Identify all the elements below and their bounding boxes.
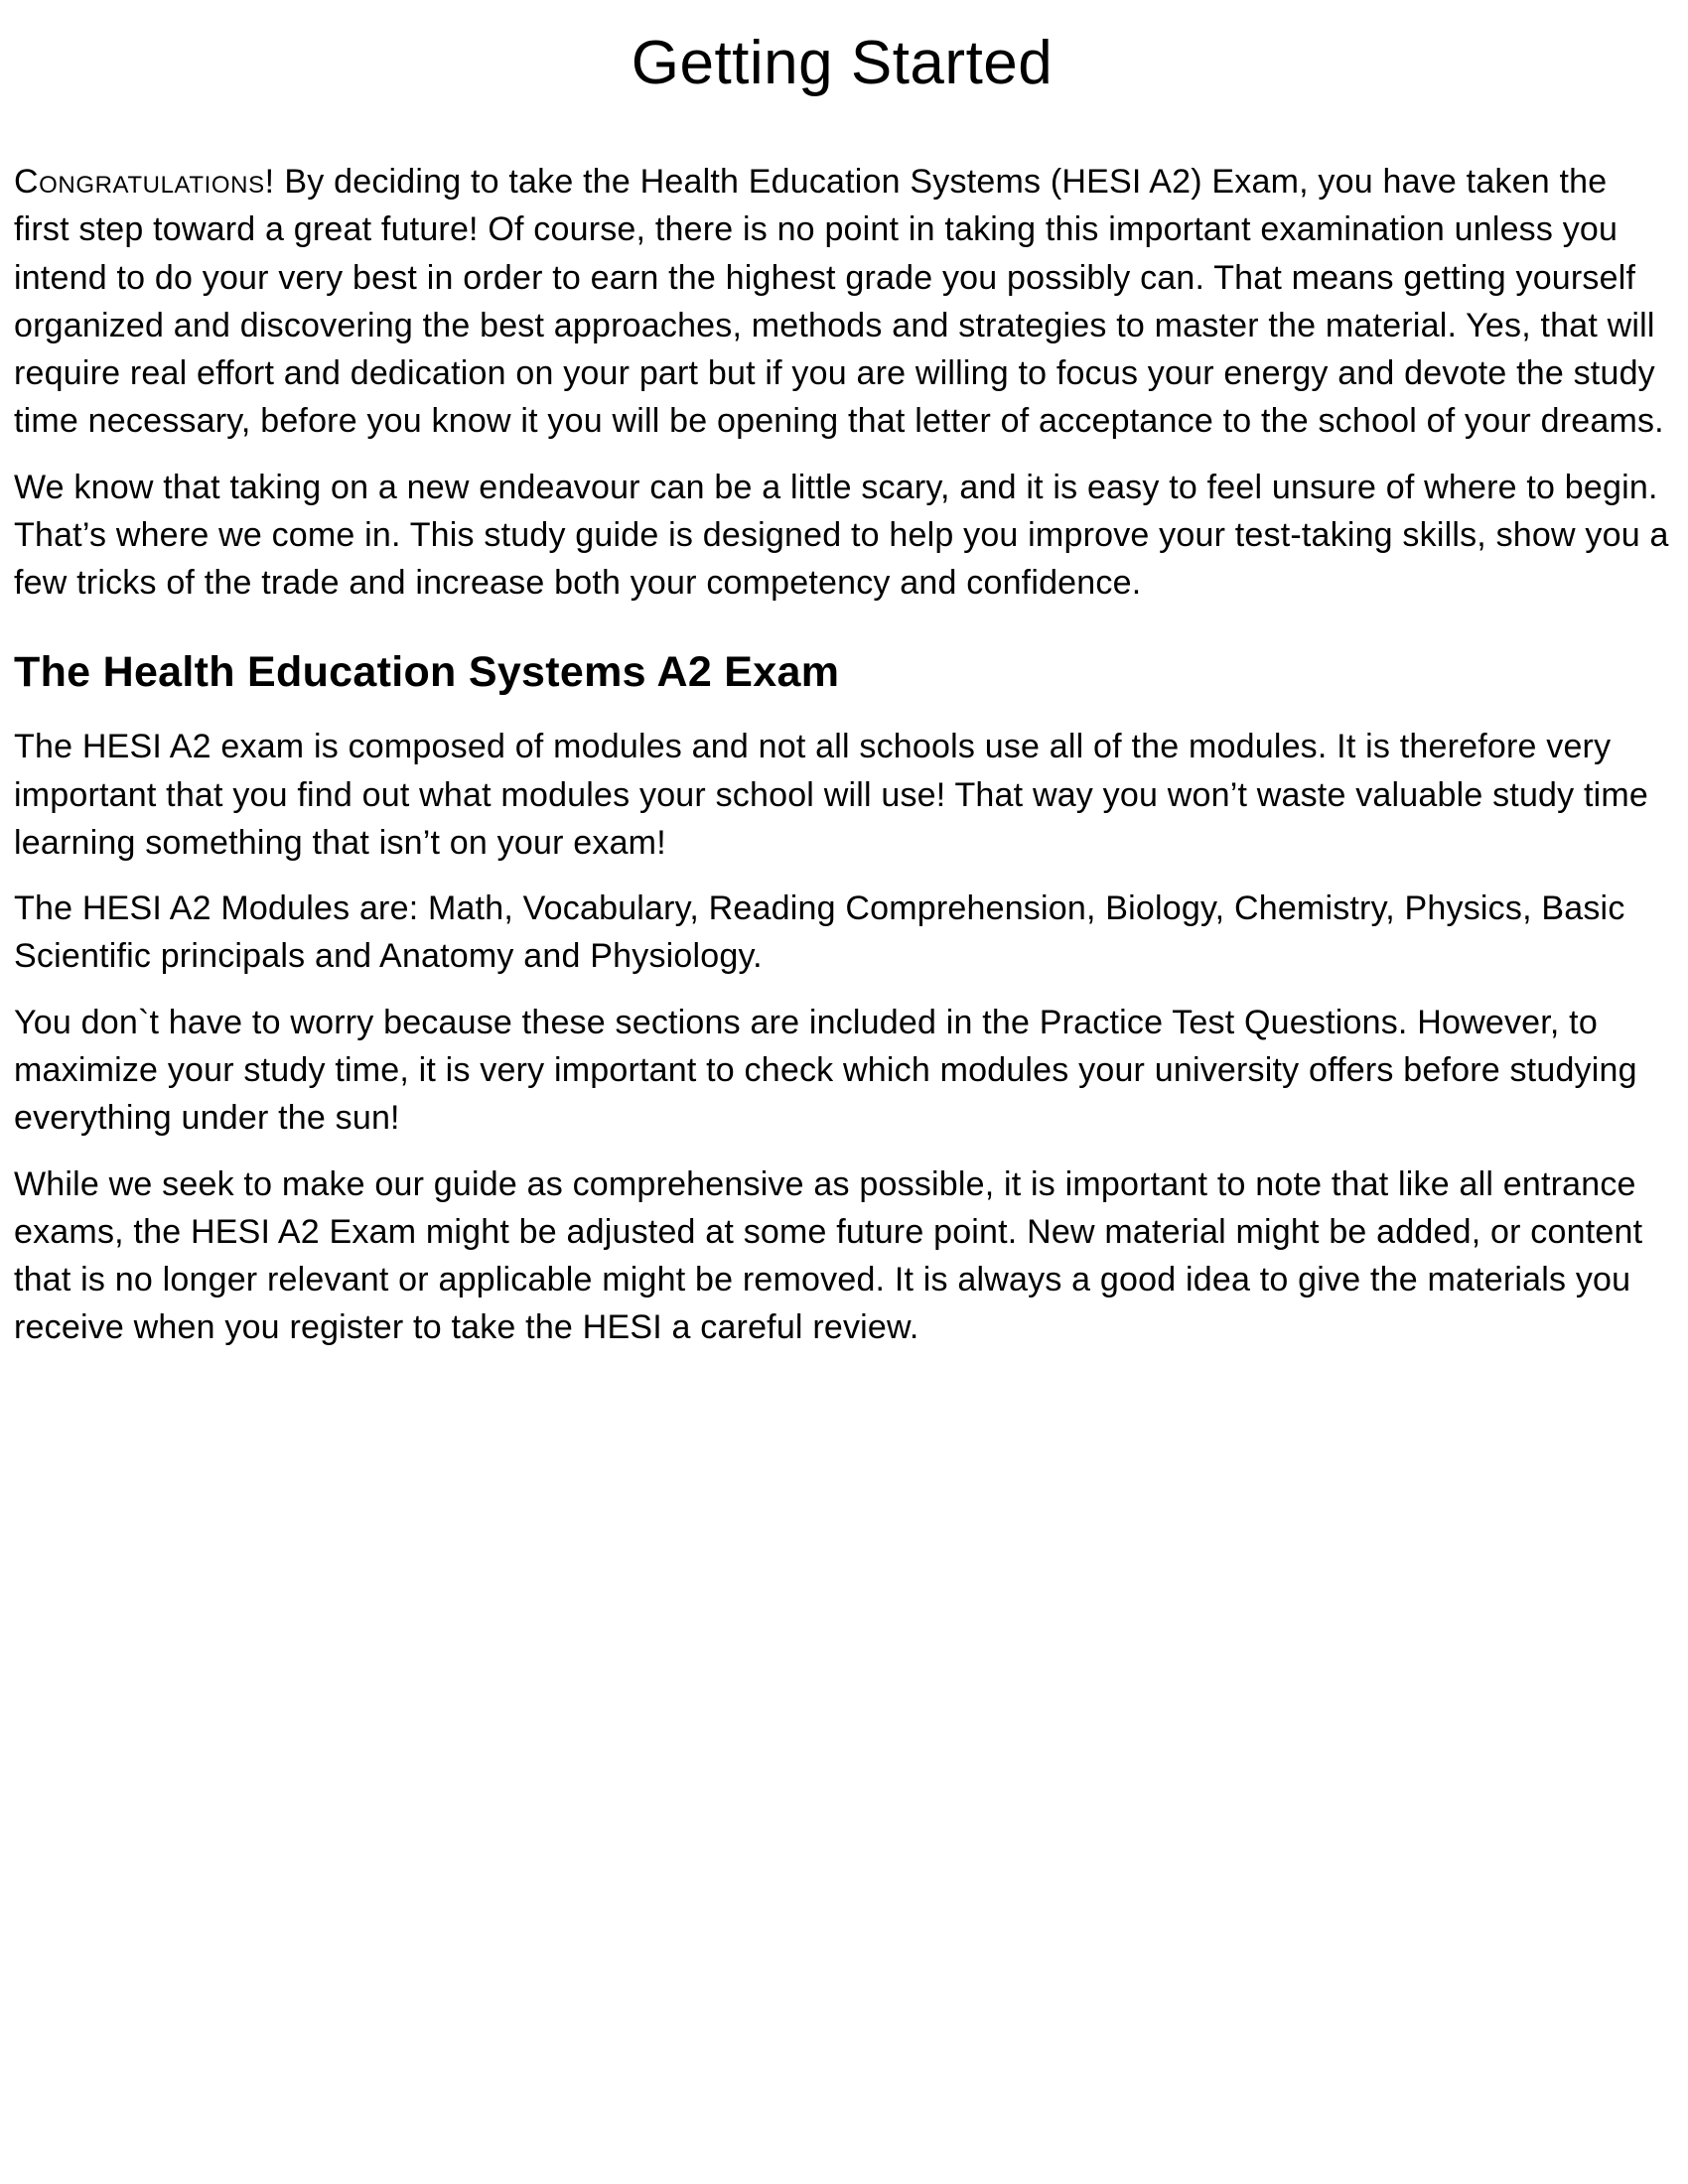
intro-paragraph-2: We know that taking on a new endeavour can be a little scary, and it is easy to feel unsure of where to begin. That’s where we come in. This study guide is designed to help you improve your test-taking skills, show you a few tricks of the trade and increase both your competency and confidence. bbox=[14, 468, 1669, 603]
section-paragraph-2: The HESI A2 Modules are: Math, Vocabulary, Reading Comprehension, Biology, Chemistry, Physics, Basic Scientific principals and Anatomy and Physiology. bbox=[14, 889, 1625, 976]
section-paragraph-1: The HESI A2 exam is composed of modules and not all schools use all of the modules. It is therefore very important that you find out what modules your school will use! That way you won’t waste valuable study time learning something that isn’t on your exam! bbox=[14, 728, 1649, 862]
section-paragraph-3: You don`t have to worry because these sections are included in the Practice Test Questions. However, to maximize your study time, it is very important to check which modules your university offers before studying everything under the sun! bbox=[14, 1003, 1637, 1138]
section-heading: The Health Education Systems A2 Exam bbox=[14, 648, 840, 697]
intro-paragraph-1 bbox=[14, 158, 1670, 446]
congratulations-lead: Congratulations! bbox=[14, 163, 275, 201]
page-title: Getting Started bbox=[631, 29, 1054, 97]
intro-paragraph-1-text: By deciding to take the Health Education Systems (HESI A2) Exam, you have taken the first step toward a great future! Of course, there is no point in taking this important examination unless you intend to do your very best in order to earn the highest grade you possibly can. That means getting yourself organized and discovering the best approaches, methods and strategies to master the material. Yes, that will require real effort and dedication on your part but if you are willing to focus your energy and devote the study time necessary, before you know it you will be opening that letter of acceptance to the school of your dreams. bbox=[14, 163, 1664, 441]
section-paragraph-4: While we seek to make our guide as comprehensive as possible, it is important to note that like all entrance exams, the HESI A2 Exam might be adjusted at some future point. New material might be added, or content that is no longer relevant or applicable might be removed. It is always a good idea to give the materials you receive when you register to take the HESI a careful review. bbox=[14, 1164, 1643, 1347]
